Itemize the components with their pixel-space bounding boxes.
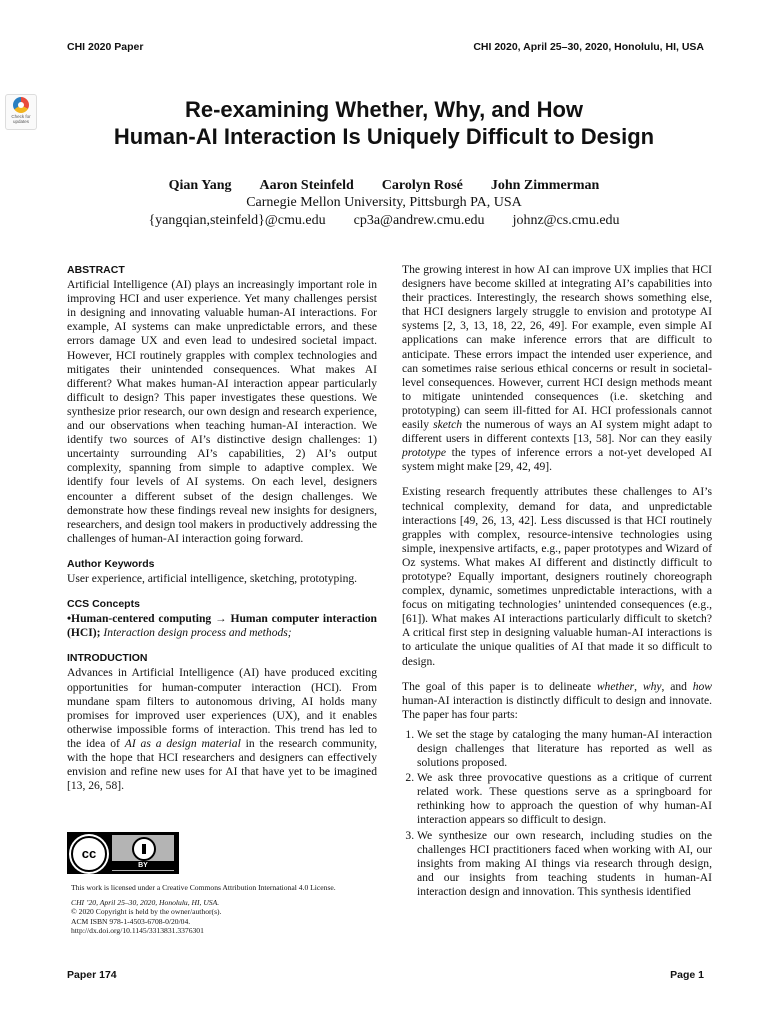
email-address: {yangqian,steinfeld}@cmu.edu bbox=[148, 213, 326, 228]
check-for-updates-label: Check for updates bbox=[11, 114, 31, 124]
author-list bbox=[0, 178, 768, 194]
contribution-list bbox=[402, 728, 712, 899]
email-address: cp3a@andrew.cmu.edu bbox=[353, 213, 485, 228]
author-name: Carolyn Rosé bbox=[381, 178, 463, 193]
email-address: johnz@cs.cmu.edu bbox=[512, 213, 620, 228]
body-paragraph: The goal of this paper is to delineate whether, why, and how human-AI interaction is distinctly difficult to design and innovate. The paper has four parts: bbox=[402, 679, 713, 721]
paper-title bbox=[0, 96, 768, 150]
copyright-line: © 2020 Copyright is held by the owner/author(s). bbox=[71, 907, 222, 916]
title-line-1: Re-examining Whether, Why, and How bbox=[184, 97, 584, 122]
list-item: 1. We set the stage by cataloging the many human-AI interaction design challenges that literature has reported as well as solutions proposed. bbox=[417, 728, 712, 770]
email-list bbox=[0, 213, 768, 229]
list-item: 2. We ask three provocative questions as a critique of current related work. These questions serve as a springboard for rethinking how to approach the question of why human-AI interaction appears so difficult to design. bbox=[417, 771, 712, 827]
cc-icon: cc bbox=[71, 836, 107, 872]
author-name: John Zimmerman bbox=[490, 178, 600, 193]
creative-commons-by-badge bbox=[67, 832, 179, 874]
keywords-text: User experience, artificial intelligence, sketching, prototyping. bbox=[67, 571, 358, 585]
license-block bbox=[71, 883, 381, 936]
affiliation: Carnegie Mellon University, Pittsburgh PA, USA bbox=[246, 195, 522, 210]
ccs-text bbox=[67, 612, 377, 640]
introduction-text: Advances in Artificial Intelligence (AI) have produced exciting opportunities for human-computer interaction (HCI). From mundane spam filters to autonomous driving, AI holds many promises for improved user experiences (UX), and it enables otherwise impossible forms of interaction. This trend has led to the idea of AI as a design material in the research community, with the hope that HCI researchers and designers can effectively envision and refine new uses for AI that have yet to be imagined [13, 26, 58]. bbox=[67, 666, 378, 793]
author-name: Qian Yang bbox=[168, 178, 232, 193]
body-paragraph: Existing research frequently attributes these challenges to AI’s technical complexity, demand for data, and unpredictable interactions [49, 26, 13, 42]. Less discussed is that HCI routinely grapples with complex, resource-intensive technologies using simple, inexpensive artifacts, e.g., paper prototypes and Wizard of Oz systems. What makes AI different and distinctly difficult to prototype? Equally important, designers routinely choreograph complex, dynamic, sometimes unpredictable interactions, with a focus on mitigating technologies’ unintended consequences (e.g., [61]). What makes AI interactions particularly difficult to sketch? A critical first step in designing valuable human-AI interactions is to articulate the unique qualities of AI that made it so difficult to design. bbox=[402, 485, 712, 668]
ccs-subconcept: Interaction design process and methods; bbox=[103, 626, 292, 640]
left-column bbox=[67, 263, 377, 793]
running-header-right: CHI 2020, April 25–30, 2020, Honolulu, HI, USA bbox=[473, 41, 704, 53]
attribution-person-icon bbox=[132, 837, 156, 861]
author-name: Aaron Steinfeld bbox=[259, 178, 354, 193]
ccs-concept: •Human-centered computing → Human computer interaction (HCI); bbox=[67, 612, 377, 640]
right-column bbox=[402, 263, 712, 900]
body-paragraph: The growing interest in how AI can improve UX implies that HCI designers have become skilled at integrating AI’s capabilities into their practices. Interestingly, the research shows something else, that HCI designers largely struggle to envision and prototype AI systems [2, 3, 13, 18, 22, 26, 49]. For example, even simple AI applications can make inference errors that are difficult to anticipate. These errors impact the intended user experience, and can sometimes raise serious ethical concerns or result in societal-level consequences. However, current HCI design methods meant to mitigate unintended consequences (i.e. sketching and prototyping) can seem ill-fitted for AI. HCI professionals cannot easily sketch the numerous of ways an AI system might adapt to different users in different contexts [13, 58]. Nor can they easily prototype the types of inference errors a not-yet developed AI system might make [29, 42, 49]. bbox=[402, 263, 712, 474]
list-item: 3. We synthesize our own research, including studies on the challenges HCI practitioners faced when working with AI, our insights from making AI things via research through design, and our insights from teaching students in human-AI interaction design and innovation. This synthesis identified bbox=[417, 829, 712, 899]
keywords-heading: Author Keywords bbox=[67, 557, 155, 570]
license-statement: This work is licensed under a Creative Commons Attribution International 4.0 License. bbox=[71, 883, 336, 892]
isbn-line: ACM ISBN 978-1-4503-6708-0/20/04. bbox=[71, 916, 191, 926]
abstract-text: Artificial Intelligence (AI) plays an increasingly important role in improving HCI and user experience. Yet many challenges persist in designing and innovating valuable human-AI interactions. For example, AI systems can make unpredictable errors, and these errors damage UX and even lead to undesired societal impact. However, HCI routinely grapples with complex technologies and mitigates their unintended consequences. What makes AI different? What makes human-AI interaction appear particularly difficult to design? This paper investigates these questions. We synthesize prior research, our own design and research experience, and our observations when teaching human-AI interaction. We identify two sources of AI’s distinctive design challenges: 1) uncertainty surrounding AI’s capabilities, 2) AI’s output complexity, spanning from simple to adaptive complex. We identify four levels of AI systems. On each level, designers encounter a different subset of the design challenges. We demonstrate how these findings reveal new insights for designers, researchers, and design tool makers in productively addressing the challenges of human-AI interaction going forward. bbox=[67, 278, 377, 545]
venue-line: CHI ’20, April 25–30, 2020, Honolulu, HI, USA. bbox=[71, 897, 220, 907]
doi-link[interactable]: http://dx.doi.org/10.1145/3313831.3376301 bbox=[71, 926, 204, 935]
running-header-left: CHI 2020 Paper bbox=[67, 41, 144, 53]
paper-number: Paper 174 bbox=[67, 969, 117, 981]
introduction-heading: INTRODUCTION bbox=[67, 652, 148, 665]
title-line-2: Human-AI Interaction Is Uniquely Difficult to Design bbox=[113, 124, 655, 149]
abstract-heading: ABSTRACT bbox=[67, 264, 125, 276]
by-label: BY bbox=[112, 861, 174, 870]
ccs-heading: CCS Concepts bbox=[67, 598, 140, 611]
page-number: Page 1 bbox=[670, 969, 704, 981]
